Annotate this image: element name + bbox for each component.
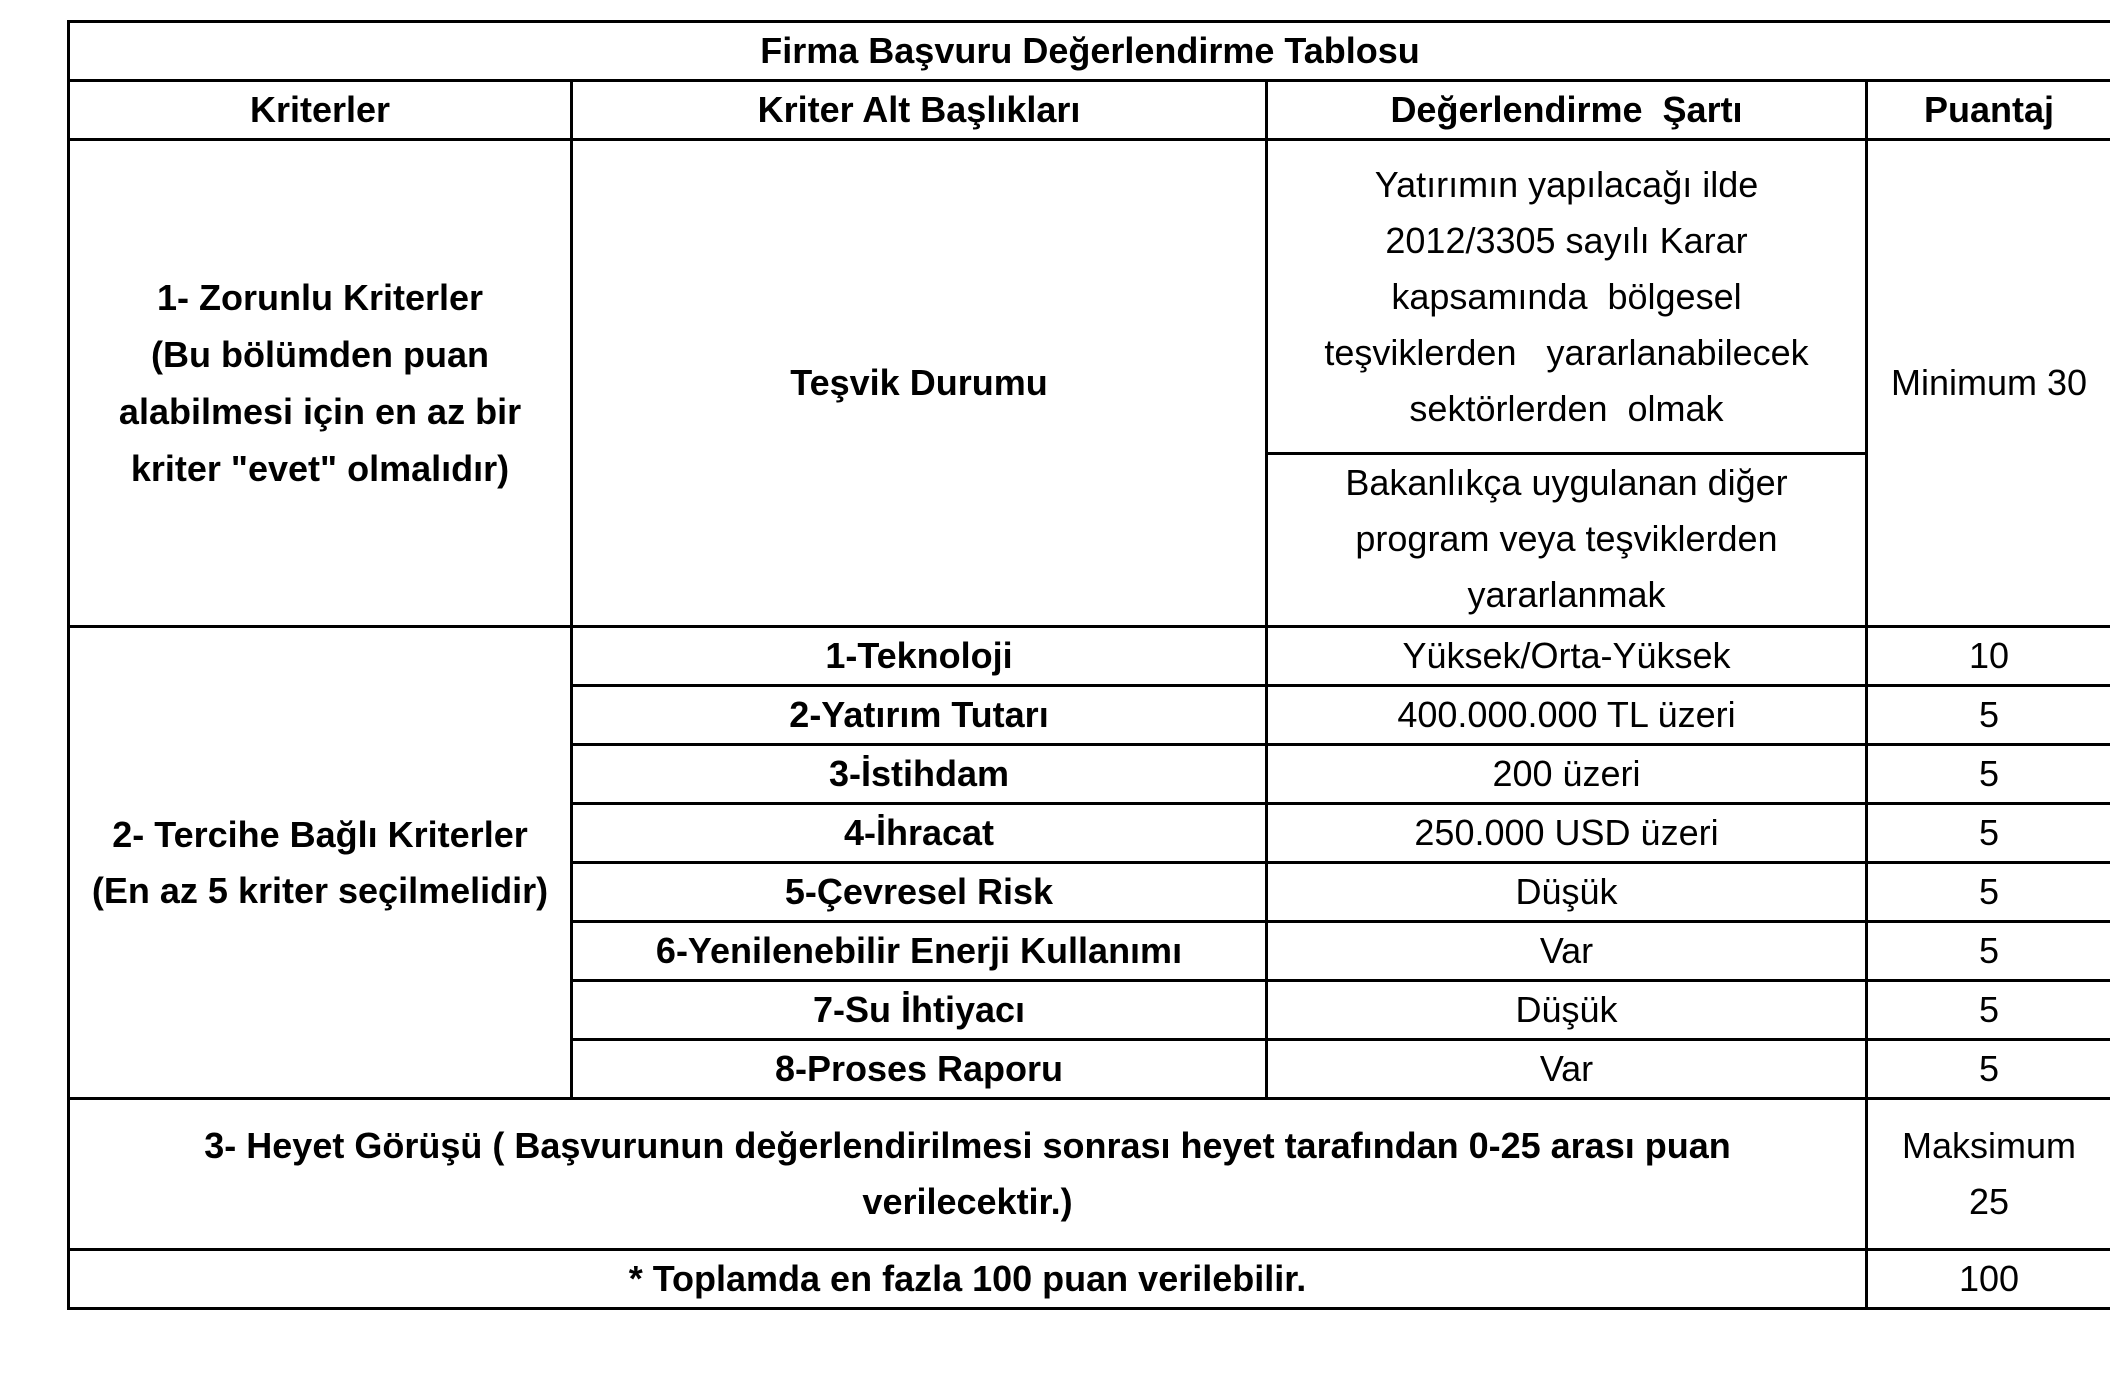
committee-opinion-line: 3- Heyet Görüşü ( Başvurunun değerlendirilmesi sonrası heyet tarafından 0-25 arası puan bbox=[204, 1125, 1731, 1166]
criterion-score: 5 bbox=[1867, 686, 2110, 745]
condition-line: program veya teşviklerden bbox=[1355, 518, 1778, 559]
mandatory-criteria-cell bbox=[69, 140, 572, 627]
criterion-condition: 250.000 USD üzeri bbox=[1267, 804, 1867, 863]
criterion-name: 4-İhracat bbox=[572, 804, 1267, 863]
total-row bbox=[69, 1250, 2110, 1309]
total-score: 100 bbox=[1867, 1250, 2110, 1309]
criterion-score: 5 bbox=[1867, 804, 2110, 863]
header-criteria: Kriterler bbox=[69, 81, 572, 140]
condition-line: 2012/3305 sayılı Karar bbox=[1385, 219, 1748, 261]
criterion-name: 8-Proses Raporu bbox=[572, 1040, 1267, 1099]
mandatory-criteria-line: kriter "evet" olmalıdır) bbox=[130, 448, 510, 489]
condition-line: sektörlerden olmak bbox=[1409, 387, 1724, 429]
criterion-condition: Düşük bbox=[1267, 981, 1867, 1040]
criterion-score: 5 bbox=[1867, 922, 2110, 981]
criterion-score: 10 bbox=[1867, 627, 2110, 686]
condition-line: Bakanlıkça uygulanan diğer bbox=[1345, 462, 1788, 503]
incentive-status-cell: Teşvik Durumu bbox=[572, 140, 1267, 627]
optional-criteria-line: 2- Tercihe Bağlı Kriterler bbox=[112, 813, 528, 855]
condition-line: teşviklerden yararlanabilecek bbox=[1324, 331, 1809, 373]
condition-line: yararlanmak bbox=[1467, 574, 1666, 615]
ministry-program-condition bbox=[1267, 454, 1867, 627]
criterion-name: 7-Su İhtiyacı bbox=[572, 981, 1267, 1040]
criterion-condition: 400.000.000 TL üzeri bbox=[1267, 686, 1867, 745]
criterion-name: 6-Yenilenebilir Enerji Kullanımı bbox=[572, 922, 1267, 981]
criterion-condition: Var bbox=[1267, 922, 1867, 981]
optional-criteria-line: (En az 5 kriter seçilmelidir) bbox=[91, 869, 549, 911]
header-score: Puantaj bbox=[1867, 81, 2110, 140]
criterion-condition: Düşük bbox=[1267, 863, 1867, 922]
criterion-name: 1-Teknoloji bbox=[572, 627, 1267, 686]
criterion-name: 5-Çevresel Risk bbox=[572, 863, 1267, 922]
header-sub-headings: Kriter Alt Başlıkları bbox=[572, 81, 1267, 140]
table-row bbox=[69, 627, 2110, 686]
committee-row bbox=[69, 1099, 2110, 1250]
committee-score-line: 25 bbox=[1968, 1181, 2010, 1222]
section1-row-a bbox=[69, 140, 2110, 454]
mandatory-score: Minimum 30 bbox=[1867, 140, 2110, 627]
header-condition: Değerlendirme Şartı bbox=[1267, 81, 1867, 140]
criterion-condition: 200 üzeri bbox=[1267, 745, 1867, 804]
optional-criteria-cell bbox=[69, 627, 572, 1099]
title-row bbox=[69, 22, 2110, 81]
total-note: * Toplamda en fazla 100 puan verilebilir. bbox=[69, 1250, 1867, 1309]
criterion-score: 5 bbox=[1867, 745, 2110, 804]
committee-score-line: Maksimum bbox=[1902, 1125, 2077, 1166]
criterion-condition: Yüksek/Orta-Yüksek bbox=[1267, 627, 1867, 686]
table-title: Firma Başvuru Değerlendirme Tablosu bbox=[69, 22, 2110, 81]
mandatory-criteria-line: (Bu bölümden puan bbox=[151, 334, 489, 375]
committee-opinion-cell bbox=[69, 1099, 1867, 1250]
criterion-score: 5 bbox=[1867, 863, 2110, 922]
criterion-condition: Var bbox=[1267, 1040, 1867, 1099]
mandatory-criteria-line: alabilmesi için en az bir bbox=[118, 391, 522, 432]
criterion-score: 5 bbox=[1867, 1040, 2110, 1099]
condition-line: Yatırımın yapılacağı ilde bbox=[1374, 163, 1759, 205]
header-row bbox=[69, 81, 2110, 140]
regional-incentive-condition bbox=[1267, 140, 1867, 454]
committee-score bbox=[1867, 1099, 2110, 1250]
criterion-score: 5 bbox=[1867, 981, 2110, 1040]
criterion-name: 2-Yatırım Tutarı bbox=[572, 686, 1267, 745]
committee-opinion-line: verilecektir.) bbox=[862, 1181, 1073, 1222]
mandatory-criteria-line: 1- Zorunlu Kriterler bbox=[156, 277, 484, 318]
condition-line: kapsamında bölgesel bbox=[1391, 275, 1742, 317]
evaluation-table bbox=[67, 20, 2110, 1310]
criterion-name: 3-İstihdam bbox=[572, 745, 1267, 804]
